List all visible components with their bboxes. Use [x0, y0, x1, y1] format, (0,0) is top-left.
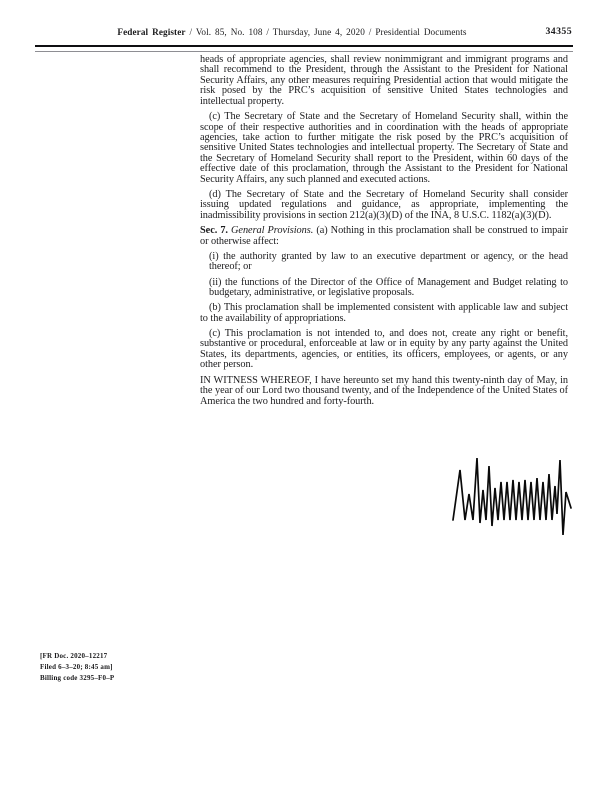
paragraph-item-i: (i) the authority granted by law to an executive department or agency, or the head thereof; or — [209, 250, 568, 273]
paragraph-item-b: (b) This proclamation shall be implemented consistent with applicable law and subject to the availability of appropriations. — [200, 302, 568, 324]
header-rule-top — [35, 45, 573, 48]
page-header — [35, 27, 573, 41]
billing-code: Billing code 3295–F0–P — [40, 674, 115, 682]
journal-name: Federal Register — [117, 27, 186, 37]
issue-info: / Vol. 85, No. 108 / Thursday, June 4, 2020 / Presidential Documents — [189, 27, 467, 37]
paragraph-item-d: (d) The Secretary of State and the Secretary of Homeland Security shall consider issuing updated regulations and guidance, as appropriate, implementing the inadmissibility provisions in section 212(a)(3)(D) of the INA, 8 U.S.C. 1182(a)(3)(D). — [200, 189, 568, 221]
presidential-signature-image — [447, 452, 577, 537]
paragraph-sec7 — [200, 226, 568, 247]
fr-doc-number: [FR Doc. 2020–12217 — [40, 652, 108, 660]
document-body — [200, 55, 568, 412]
running-head — [35, 27, 549, 37]
paragraph-item-c2: (c) This proclamation is not intended to, and does not, create any right or benefit, substantive or procedural, enforceable at law or in equity by any party against the United States, its departments, agencies, or entities, its officers, employees, or agents, or any other person. — [200, 328, 568, 371]
paragraph-item-c: (c) The Secretary of State and the Secretary of Homeland Security shall, within the scope of their respective authorities and in coordination with the heads of appropriate agencies, take action to further mitigate the risk posed by the PRC’s acquisition of sensitive United States technologies and intellectual property. The Secretary of State and the Secretary of Homeland Security shall report to the President, within 60 days of the effective date of this proclamation, through the Assistant to the President for National Security Affairs, any such planned and executed actions. — [200, 111, 568, 185]
signature-stroke — [453, 458, 571, 535]
filed-date: Filed 6–3–20; 8:45 am] — [40, 663, 113, 671]
header-rule-bottom — [35, 51, 573, 53]
page-number: 34355 — [545, 26, 572, 37]
sec7-label: Sec. 7. — [200, 225, 228, 237]
fr-doc-footer — [40, 651, 114, 684]
paragraph-witness: IN WITNESS WHEREOF, I have hereunto set my hand this twenty-ninth day of May, in the year of our Lord two thousand twenty, and of the Independence of the United States of America the two hundred and forty-fourth. — [200, 374, 568, 407]
paragraph-item-ii: (ii) the functions of the Director of the Office of Management and Budget relating to budgetary, administrative, or legislative proposals. — [209, 276, 568, 299]
paragraph-continuation: heads of appropriate agencies, shall review nonimmigrant and immigrant programs and shall recommend to the President, through the Assistant to the President for National Security Affairs, any other measures requiring Presidential action that would mitigate the risk posed by the PRC’s acquisition of sensitive United States technologies and intellectual property. — [200, 54, 568, 107]
sec7-title: General Provisions. — [231, 225, 314, 237]
sec7-text: (a) Nothing in this proclamation shall be construed to impair or otherwise affect: — [200, 225, 568, 247]
